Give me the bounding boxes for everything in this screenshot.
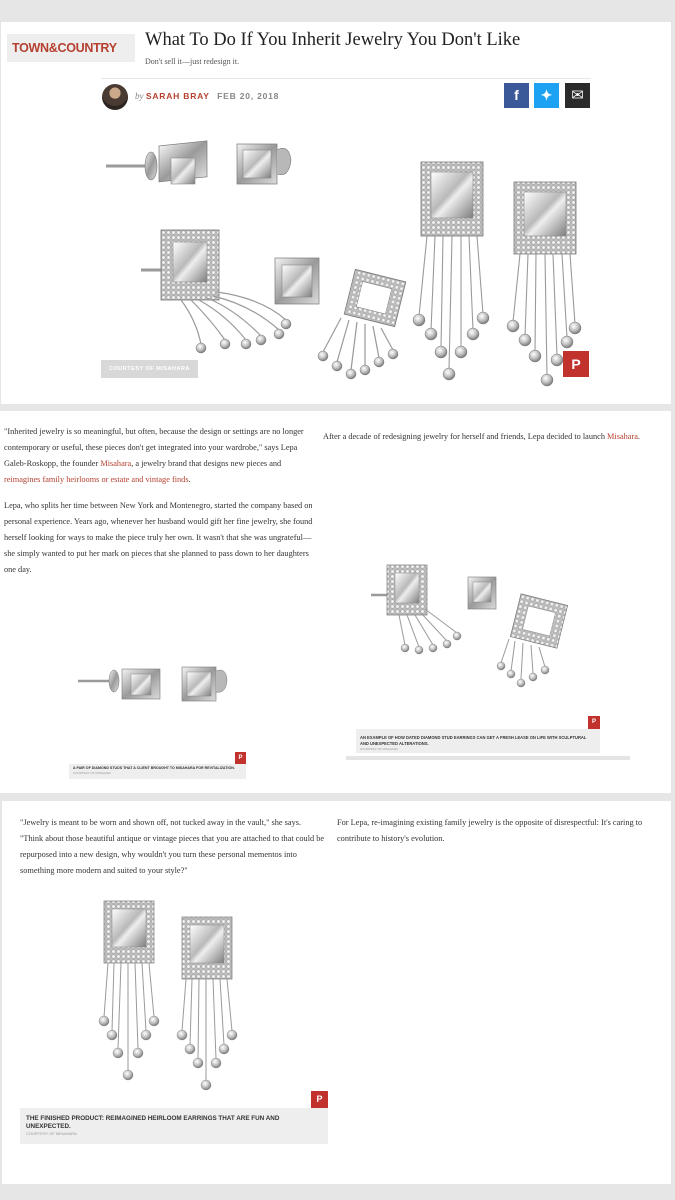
diamond-studs-image bbox=[78, 659, 238, 709]
stud-earring-side bbox=[106, 141, 207, 184]
small-square-stud bbox=[275, 258, 319, 304]
pinterest-button-small-left[interactable] bbox=[235, 752, 246, 764]
fringe-drops bbox=[196, 319, 291, 353]
pinterest-icon: P bbox=[316, 1094, 323, 1104]
facebook-share-button[interactable] bbox=[504, 83, 529, 108]
image-shadow-bar bbox=[346, 756, 630, 760]
heirlooms-link[interactable]: reimagines family heirlooms or estate and vintage finds bbox=[4, 475, 189, 484]
pinterest-button-small-right[interactable] bbox=[588, 716, 600, 729]
open-frame-earring bbox=[318, 269, 406, 379]
conclusion-paragraph: For Lepa, re-imagining existing family jewelry is the opposite of disrespectful: It's caring to contribute to history's evolution. bbox=[337, 818, 643, 843]
publish-date: FEB 20, 2018 bbox=[217, 91, 280, 101]
pinterest-icon: P bbox=[571, 356, 581, 372]
paragraph-2: Lepa, who splits her time between New York and Montenegro, started the company based on personal experience. Years ago, whenever her husband would gift her fine jewelry, she found herself looking for ways to make the piece truly her own. It wasn't that she was ungrateful—she simply wanted to put her mark on pieces that she planned to pass down to her daughters one day. bbox=[4, 501, 313, 574]
paragraph-1: "Inherited jewelry is so meaningful, but often, because the design or settings are no longer contemporary or useful, these pieces don't get integrated into your wardrobe," says Lepa Galeb-Roskopp, the founder Misahara, a jewelry brand that designs new pieces and reimagines family heirlooms or estate and vintage finds. bbox=[4, 427, 304, 484]
brand-logo[interactable]: TOWN&COUNTRY bbox=[7, 34, 135, 62]
misahara-link[interactable]: Misahara bbox=[100, 459, 132, 468]
article-title: What To Do If You Inherit Jewelry You Don't Like bbox=[145, 30, 521, 50]
email-share-button[interactable] bbox=[565, 83, 590, 108]
twitter-icon: ✦ bbox=[540, 87, 553, 103]
author-link[interactable]: SARAH BRAY bbox=[145, 91, 210, 101]
divider bbox=[101, 78, 591, 79]
byline-prefix: by bbox=[135, 91, 144, 101]
article-body-panel-2 bbox=[2, 801, 671, 1184]
byline bbox=[135, 91, 279, 101]
body-column-left bbox=[4, 424, 314, 588]
email-icon: ✉ bbox=[571, 87, 584, 104]
redesigned-earrings-image bbox=[365, 559, 575, 689]
hero-image-credit: COURTESY OF MISAHARA bbox=[101, 360, 198, 378]
twitter-share-button[interactable] bbox=[534, 83, 559, 108]
caption-right bbox=[356, 729, 600, 753]
pinterest-button-finished[interactable] bbox=[311, 1091, 328, 1108]
caption-finished bbox=[20, 1108, 328, 1144]
hero-earrings-image bbox=[101, 130, 596, 380]
caption-text: A PAIR OF DIAMOND STUDS THAT A CLIENT BROUGHT TO MISAHARA FOR REVITALIZATION. bbox=[73, 766, 235, 770]
caption-text: THE FINISHED PRODUCT: REIMAGINED HEIRLOOM EARRINGS THAT ARE FUN AND UNEXPECTED. bbox=[26, 1115, 280, 1130]
article-body-panel-1 bbox=[0, 411, 671, 793]
pinterest-icon: P bbox=[238, 755, 243, 761]
pinterest-icon: P bbox=[591, 719, 596, 725]
article-header-panel bbox=[1, 22, 671, 404]
quote-column bbox=[20, 815, 325, 889]
caption-left bbox=[69, 764, 246, 779]
pinterest-button[interactable] bbox=[563, 351, 589, 377]
halo-fringe-earring bbox=[141, 230, 219, 300]
caption-credit: COURTESY OF MISAHARA bbox=[360, 747, 399, 751]
caption-text: AN EXAMPLE OF HOW DATED DIAMOND STUD EARRINGS CAN GET A FRESH LEASE ON LIFE WITH SCULPTURAL AND UNEXPECTED ALTERATIONS. bbox=[360, 735, 587, 746]
caption-credit: COURTESY OF MISAHARA bbox=[26, 1131, 77, 1136]
article-dek: Don't sell it—just redesign it. bbox=[145, 57, 240, 66]
drop-earring-left bbox=[413, 162, 489, 380]
finished-earrings-image bbox=[96, 899, 246, 1089]
quote-paragraph: "Jewelry is meant to be worn and shown off, not tucked away in the vault," she says. "Think about those beautiful antique or vintage pieces that you are attached to that could be repurposed into a new design, why wouldn't you turn these personal mementos into something more modern and suited to your style?" bbox=[20, 818, 325, 875]
author-avatar[interactable] bbox=[102, 84, 128, 110]
misahara-launch-link[interactable]: Misahara bbox=[607, 432, 638, 441]
body-column-right bbox=[337, 815, 659, 857]
caption-credit: COURTESY OF MISAHARA bbox=[73, 771, 112, 775]
facebook-icon: f bbox=[514, 87, 519, 103]
paragraph-3: After a decade of redesigning jewelry for herself and friends, Lepa decided to launch Misahara. bbox=[323, 432, 640, 441]
body-column-right bbox=[323, 429, 665, 455]
stud-earring-front bbox=[237, 144, 291, 184]
